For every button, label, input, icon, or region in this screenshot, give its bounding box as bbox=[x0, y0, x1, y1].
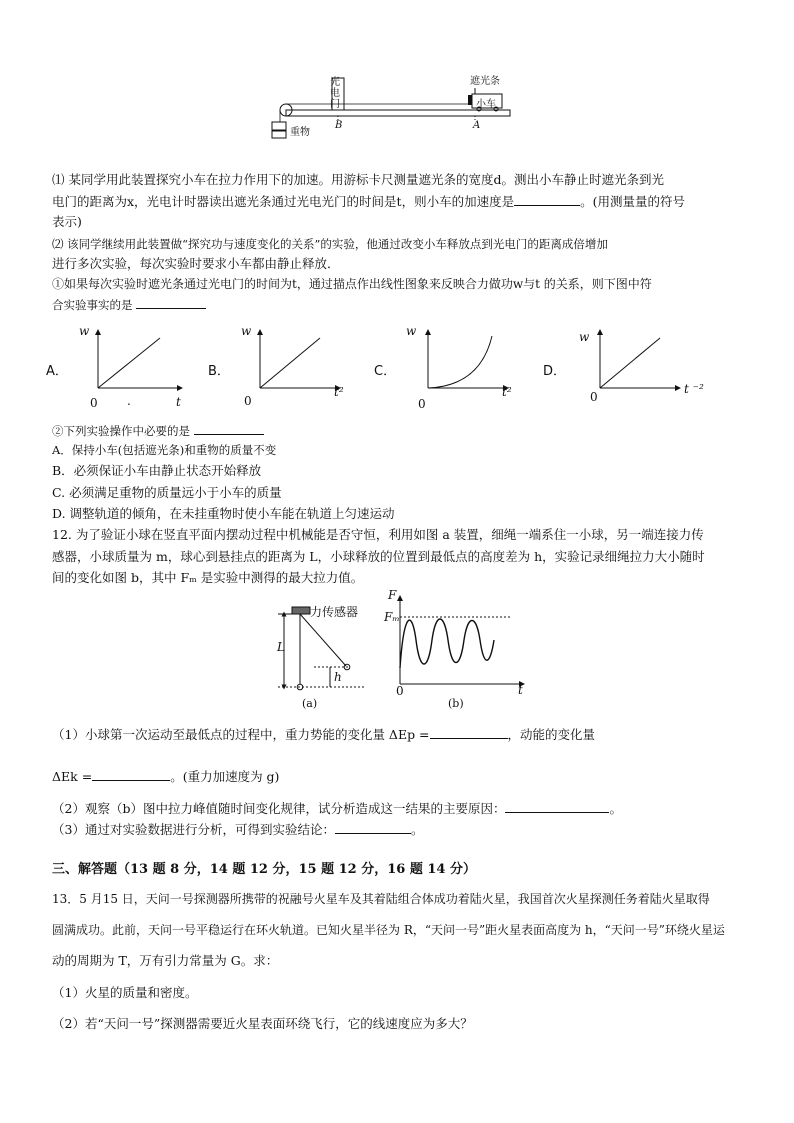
q12-sub1c-post: 。(重力加速度为 g) bbox=[170, 769, 280, 784]
q12-sub1-text-a: （1）小球第一次运动至最低点的过程中，重力势能的变化量 ΔEp = bbox=[52, 727, 430, 742]
graph-b-line bbox=[260, 338, 320, 388]
q11-p1-line3: 表示) bbox=[52, 214, 82, 229]
figure-a-L-label: L bbox=[277, 640, 285, 654]
force-sensor-label: 力传感器 bbox=[310, 605, 359, 619]
point-b-label: B bbox=[335, 120, 343, 131]
q13-sub2: （2）若“天问一号”探测器需要近火星表面环绕飞行，它的线速度应为多大？ bbox=[52, 1016, 473, 1031]
graph-a-line bbox=[98, 338, 160, 388]
q12-sub2-text: （2）观察（b）图中拉力峰值随时间变化规律，试分析造成这一结果的主要原因： bbox=[52, 801, 506, 816]
q13-line2: 圆满成功。此前，天问一号平稳运行在环火轨道。已知火星半径为 R，“天问一号”距火星表面高度为 h，“天问一号”环绕火星运 bbox=[52, 923, 725, 937]
figure-b-origin: 0 bbox=[396, 684, 404, 698]
figure-b-y-axis-label: F bbox=[388, 588, 397, 602]
q11-p1-text-a: 电门的距离为x，光电计时器读出遮光条通过光电光门的时间是t，则小车的加速度是 bbox=[52, 194, 515, 209]
q11-choice-a: A．保持小车(包括遮光条)和重物的质量不变 bbox=[52, 443, 277, 457]
q11-s1-line1: ①如果每次实验时遮光条通过光电门的时间为t，通过描点作出线性图象来反映合力做功w与t 的关系，则下图中符 bbox=[52, 277, 652, 291]
figure-b-x-axis-label: t bbox=[518, 683, 523, 697]
strip-label: 遮光条 bbox=[470, 76, 500, 87]
q11-answer-blank-1[interactable] bbox=[514, 193, 580, 206]
q12-sub1c-pre: ΔEk = bbox=[52, 769, 93, 784]
q12-answer-blank-ep[interactable] bbox=[430, 726, 508, 739]
option-b-label: B． bbox=[208, 364, 230, 379]
q11-p1-line1: ⑴ 某同学用此装置探究小车在拉力作用下的加速。用游标卡尺测量遮光条的宽度d。测出小车静止时遮光条到光 bbox=[52, 172, 664, 187]
q11-p2-line1: ⑵ 该同学继续用此装置做“探究功与速度变化的关系”的实验，他通过改变小车释放点到光电门的距离成倍增加 bbox=[52, 237, 608, 251]
section-3-heading: 三、解答题（13 题 8 分，14 题 12 分，15 题 12 分，16 题 14 分） bbox=[52, 862, 476, 877]
graph-c-origin: 0 bbox=[418, 397, 426, 411]
q12-line2: 感器，小球质量为 m，球心到悬挂点的距离为 L，小球释放的位置到最低点的高度差为 h，实验记录细绳拉力大小随时 bbox=[52, 549, 705, 564]
track bbox=[286, 110, 510, 116]
graph-d-xlabel: t ⁻² bbox=[684, 382, 704, 396]
q12-line3: 间的变化如图 b，其中 Fₘ 是实验中测得的最大拉力值。 bbox=[52, 570, 364, 585]
weight-label: 重物 bbox=[290, 127, 310, 138]
cart-label: 小车 bbox=[476, 99, 496, 110]
q11-choice-c: C. 必须满足重物的质量远小于小车的质量 bbox=[52, 485, 282, 500]
option-d-label: D． bbox=[543, 364, 567, 379]
q12-sub1-cont bbox=[52, 768, 279, 785]
q12-answer-blank-ek[interactable] bbox=[92, 768, 170, 781]
q12-line1: 12. 为了验证小球在竖直平面内摆动过程中机械能是否守恒，利用如图 a 装置，细绳一端系住一小球，另一端连接力传 bbox=[52, 527, 704, 542]
q13-sub1: （1）火星的质量和密度。 bbox=[52, 985, 198, 1000]
graph-d-origin: 0 bbox=[590, 390, 598, 404]
weight-block bbox=[272, 122, 286, 130]
q11-choice-b: B．必须保证小车由静止状态开始释放 bbox=[52, 463, 262, 478]
q11-p1-text-b: 。(用测量量的符号 bbox=[580, 194, 685, 209]
figure-b bbox=[386, 590, 532, 694]
q11-answer-blank-2[interactable] bbox=[136, 296, 206, 309]
q13-line1: 13．5 月15 日，天问一号探测器所携带的祝融号火星车及其着陆组合体成功着陆火星，我国首次火星探测任务着陆火星取得 bbox=[52, 892, 710, 906]
figure-b-caption: (b) bbox=[448, 697, 464, 710]
pendulum-string bbox=[300, 614, 346, 666]
point-a-label: A bbox=[473, 120, 481, 131]
q12-sub2-end: 。 bbox=[609, 801, 622, 816]
photogate-label: 光电门 bbox=[330, 77, 340, 110]
q12-sub1 bbox=[52, 726, 595, 743]
graph-b-ylabel: w bbox=[241, 324, 252, 338]
q11-s2-text: ②下列实验操作中必要的是 bbox=[52, 424, 190, 438]
option-c-label: C． bbox=[374, 364, 397, 379]
graph-b-origin: 0 bbox=[244, 394, 252, 408]
q11-p2-line2: 进行多次实验，每次实验时要求小车都由静止释放． bbox=[52, 256, 340, 271]
graph-c-xlabel: t² bbox=[502, 385, 512, 399]
q11-answer-blank-3[interactable] bbox=[194, 422, 264, 435]
q12-answer-blank-reason[interactable] bbox=[505, 800, 609, 813]
graph-b-xlabel: t² bbox=[334, 385, 344, 399]
q11-p1-line2 bbox=[52, 193, 685, 210]
q11-s2-line bbox=[52, 422, 264, 439]
q12-sub1-text-b: ，动能的变化量 bbox=[507, 727, 596, 742]
q12-sub2 bbox=[52, 800, 622, 817]
graph-d-ylabel: w bbox=[579, 330, 590, 344]
graph-d-line bbox=[600, 338, 660, 388]
figure-b-fm-label: Fₘ bbox=[384, 610, 400, 624]
q11-s1-text: 合实验事实的是 bbox=[52, 298, 133, 312]
option-a-label: A． bbox=[46, 364, 68, 379]
figure-a-caption: (a) bbox=[302, 697, 318, 710]
graph-a-xlabel: t bbox=[176, 395, 181, 409]
q12-sub3-end: 。 bbox=[410, 822, 424, 837]
q12-sub3-text: （3）通过对实验数据进行分析，可得到实验结论： bbox=[52, 822, 335, 837]
figure-a-h-label: h bbox=[334, 670, 342, 684]
q11-choice-d: D. 调整轨道的倾角，在未挂重物时使小车能在轨道上匀速运动 bbox=[52, 506, 395, 521]
graph-a-dot: . bbox=[127, 394, 131, 408]
graph-a-ylabel: w bbox=[79, 324, 90, 338]
graph-a-origin: 0 bbox=[90, 396, 98, 410]
q12-answer-blank-conclusion[interactable] bbox=[335, 821, 411, 834]
graph-c-ylabel: w bbox=[406, 324, 417, 338]
q12-sub3 bbox=[52, 821, 423, 838]
q11-s1-line2 bbox=[52, 296, 206, 313]
tension-wave bbox=[400, 619, 494, 668]
q13-line3: 动的周期为 T，万有引力常量为 G。求： bbox=[52, 953, 279, 968]
force-sensor bbox=[292, 607, 310, 614]
graph-c-curve bbox=[428, 336, 492, 388]
